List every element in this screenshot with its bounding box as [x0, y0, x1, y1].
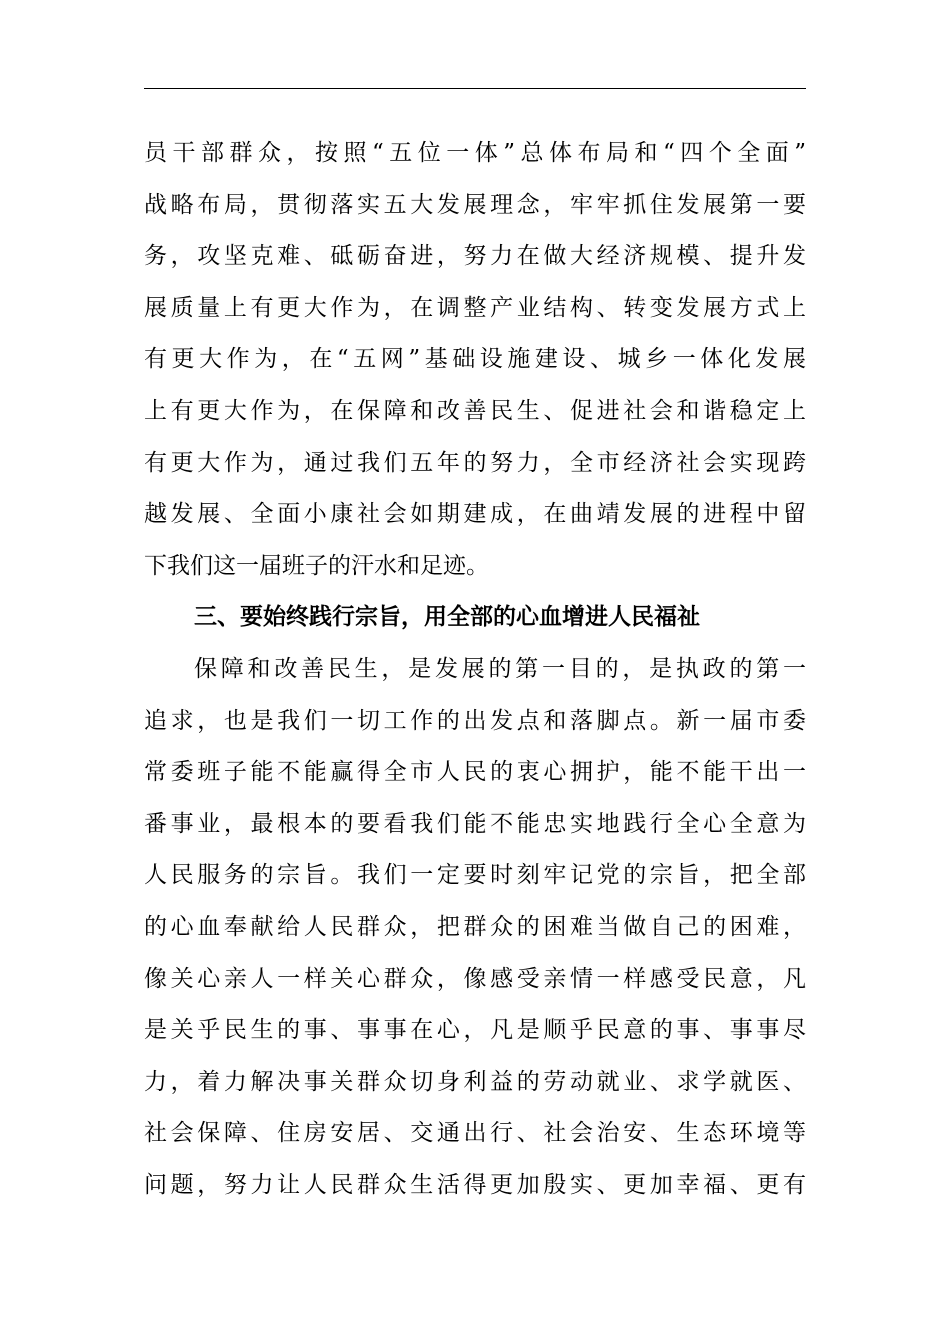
paragraph-1-line: 务，攻坚克难、砥砺奋进，努力在做大经济规模、提升发 [144, 243, 806, 270]
paragraph-1-line: 战略布局，贯彻落实五大发展理念，牢牢抓住发展第一要 [144, 191, 806, 218]
header-rule [144, 88, 806, 89]
paragraph-2-line: 常委班子能不能赢得全市人民的衷心拥护，能不能干出一 [144, 759, 806, 786]
paragraph-1-line: 有更大作为，通过我们五年的努力，全市经济社会实现跨 [144, 449, 806, 476]
paragraph-2-line: 社会保障、住房安居、交通出行、社会治安、生态环境等 [144, 1120, 806, 1147]
paragraph-2-line: 追求，也是我们一切工作的出发点和落脚点。新一届市委 [144, 707, 806, 734]
section-heading: 三、要始终践行宗旨，用全部的心血增进人民福祉 [194, 604, 700, 631]
paragraph-2-line: 像关心亲人一样关心群众，像感受亲情一样感受民意，凡 [144, 965, 806, 992]
paragraph-2-line: 是关乎民生的事、事事在心，凡是顺乎民意的事、事事尽 [144, 1017, 806, 1044]
paragraph-2-line: 番事业，最根本的要看我们能不能忠实地践行全心全意为 [144, 810, 806, 837]
paragraph-2-line: 力，着力解决事关群众切身利益的劳动就业、求学就医、 [144, 1068, 806, 1095]
paragraph-1-line: 上有更大作为，在保障和改善民生、促进社会和谐稳定上 [144, 397, 806, 424]
paragraph-1-line: 员干部群众，按照“五位一体”总体布局和“四个全面” [144, 140, 806, 166]
paragraph-2-line: 保障和改善民生，是发展的第一目的，是执政的第一 [194, 655, 806, 682]
paragraph-2-line: 人民服务的宗旨。我们一定要时刻牢记党的宗旨，把全部 [144, 862, 806, 889]
paragraph-2-line: 问题，努力让人民群众生活得更加殷实、更加幸福、更有 [144, 1171, 806, 1198]
paragraph-2-line: 的心血奉献给人民群众，把群众的困难当做自己的困难， [144, 913, 806, 940]
paragraph-1-line: 越发展、全面小康社会如期建成，在曲靖发展的进程中留 [144, 501, 806, 528]
paragraph-1-line: 有更大作为，在“五网”基础设施建设、城乡一体化发展 [144, 346, 806, 373]
document-body [144, 128, 806, 1211]
paragraph-1-line: 下我们这一届班子的汗水和足迹。 [144, 552, 489, 579]
paragraph-1-line: 展质量上有更大作为，在调整产业结构、转变发展方式上 [144, 294, 806, 321]
